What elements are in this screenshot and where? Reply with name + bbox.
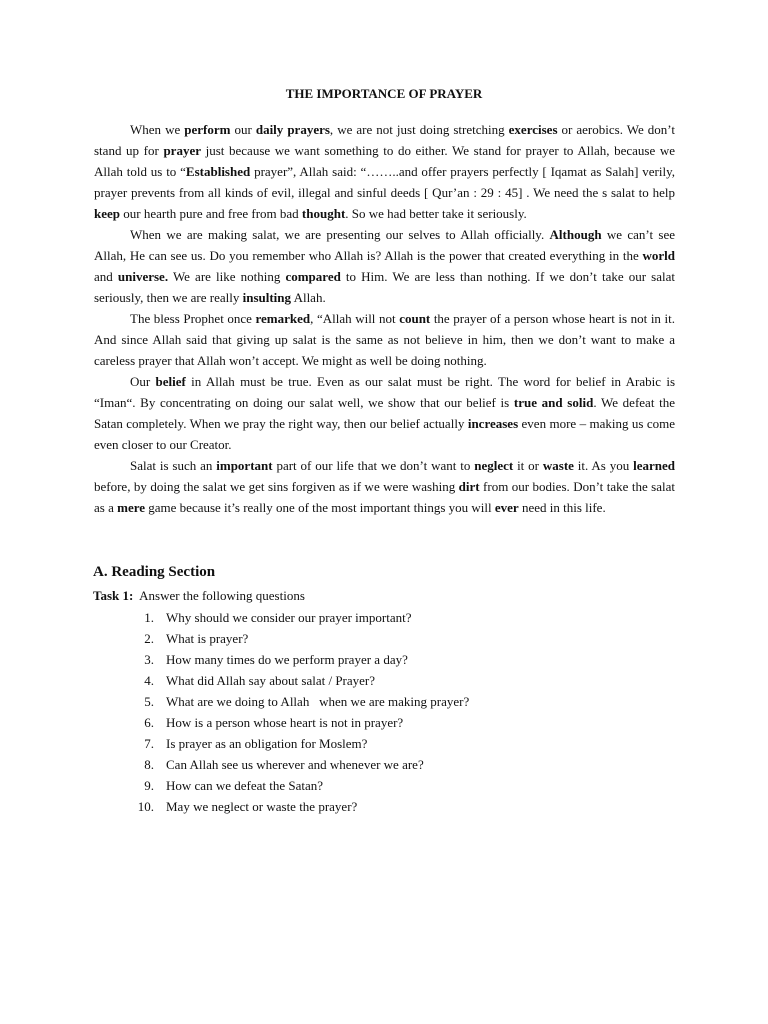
emphasis-text: keep [94, 206, 120, 221]
paragraph [94, 371, 675, 455]
emphasis-text: universe. [117, 269, 169, 284]
emphasis-text: belief [155, 374, 186, 389]
emphasis-text: important [216, 458, 273, 473]
emphasis-text: thought [301, 206, 346, 221]
body-text: need in this life. [518, 500, 606, 515]
body-text: our hearth pure and free from bad [120, 206, 302, 221]
body-text: When we [130, 122, 185, 137]
body-text: our [230, 122, 256, 137]
question-number: 9. [144, 778, 154, 793]
question-text: What is prayer? [166, 631, 249, 646]
emphasis-text: perform [184, 122, 231, 137]
emphasis-text: true and solid [513, 395, 594, 410]
task-line [93, 586, 305, 606]
question-text: What did Allah say about salat / Prayer? [166, 673, 376, 688]
emphasis-text: learned [633, 458, 675, 473]
document-title: THE IMPORTANCE OF PRAYER [285, 86, 483, 101]
emphasis-text: insulting [242, 290, 292, 305]
body-text: even more – making us come even closer to our Creator. [94, 416, 675, 452]
body-text: prayer”, Allah said: “……..and offer prayers perfectly [ Iqamat as Salah] verily, prayer prevents from all kinds of evil, illegal and sinful deeds [ Qur’an : 29 : 45] . We need the s salat to help [94, 164, 675, 200]
question-number: 3. [144, 652, 154, 667]
body-text: and [94, 269, 118, 284]
body-text: we can’t see Allah, He can see us. Do you remember who Allah is? Allah is the power that created everything in the [94, 227, 675, 263]
question-number: 8. [144, 757, 154, 772]
body-text: When we are making salat, we are presenting our selves to Allah officially. [130, 227, 550, 242]
question-number: 5. [144, 694, 154, 709]
question-number: 1. [144, 610, 154, 625]
emphasis-text: waste [542, 458, 574, 473]
question-number: 7. [144, 736, 154, 751]
emphasis-text: ever [494, 500, 519, 515]
emphasis-text: dirt [458, 479, 480, 494]
paragraph [94, 119, 675, 224]
body-text: , “Allah will not [310, 311, 400, 326]
emphasis-text: Established [185, 164, 251, 179]
task-label: Task 1: [93, 588, 134, 603]
question-text: How can we defeat the Satan? [166, 778, 324, 793]
emphasis-text: prayer [163, 143, 201, 158]
body-text: We are like nothing [168, 269, 286, 284]
essay-body [94, 119, 675, 518]
paragraph [94, 455, 675, 518]
emphasis-text: neglect [474, 458, 514, 473]
body-text: game because it’s really one of the most important things you will [145, 500, 495, 515]
body-text: . We defeat the Satan completely. When we pray the right way, then our belief actually [94, 395, 675, 431]
body-text: or aerobics. We don’t stand up for [94, 122, 675, 158]
emphasis-text: mere [117, 500, 146, 515]
emphasis-text: remarked [255, 311, 311, 326]
body-text: to Him. We are less than nothing. If we don’t take our salat seriously, then we are really [94, 269, 675, 305]
body-text: it. As you [573, 458, 634, 473]
question-number: 10. [137, 799, 154, 814]
body-text: from our bodies. Don’t take the salat as a [94, 479, 675, 515]
question-text: How is a person whose heart is not in prayer? [166, 715, 404, 730]
body-text: part of our life that we don’t want to [272, 458, 475, 473]
question-text: Is prayer as an obligation for Moslem? [166, 736, 368, 751]
body-text: Allah. [291, 290, 326, 305]
body-text: the prayer of a person whose heart is not in it. And since Allah said that giving up salat is the same as not believe in him, then we don’t want to make a careless prayer that Allah won’t accept. We might as well be doing nothing. [94, 311, 675, 368]
task-instruction: Answer the following questions [133, 588, 305, 603]
body-text: it or [513, 458, 543, 473]
question-number: 6. [144, 715, 154, 730]
body-text: Our [130, 374, 156, 389]
body-text: Salat is such an [130, 458, 217, 473]
emphasis-text: daily prayers [255, 122, 330, 137]
question-number: 4. [144, 673, 154, 688]
emphasis-text: count [399, 311, 431, 326]
question-text: How many times do we perform prayer a day? [166, 652, 408, 667]
emphasis-text: increases [467, 416, 519, 431]
body-text: The bless Prophet once [130, 311, 256, 326]
body-text: in Allah must be true. Even as our salat must be right. The word for belief in Arabic is “Iman“. By concentrating on doing our salat well, we show that our belief is [94, 374, 675, 410]
body-text: just because we want something to do either. We stand for prayer to Allah, because we Allah told us to “ [94, 143, 675, 179]
emphasis-text: exercises [508, 122, 558, 137]
emphasis-text: Although [549, 227, 602, 242]
question-number: 2. [144, 631, 154, 646]
body-text: before, by doing the salat we get sins forgiven as if we were washing [94, 479, 459, 494]
question-text: What are we doing to Allah when we are making prayer? [166, 694, 470, 709]
question-text: Can Allah see us wherever and whenever we are? [166, 757, 424, 772]
emphasis-text: world [642, 248, 675, 263]
paragraph [94, 224, 675, 308]
paragraph [94, 308, 675, 371]
question-text: May we neglect or waste the prayer? [166, 799, 358, 814]
emphasis-text: compared [285, 269, 341, 284]
reading-section-heading: A. Reading Section [93, 564, 216, 580]
body-text: . So we had better take it seriously. [345, 206, 527, 221]
body-text: , we are not just doing stretching [329, 122, 509, 137]
question-text: Why should we consider our prayer important? [166, 610, 412, 625]
